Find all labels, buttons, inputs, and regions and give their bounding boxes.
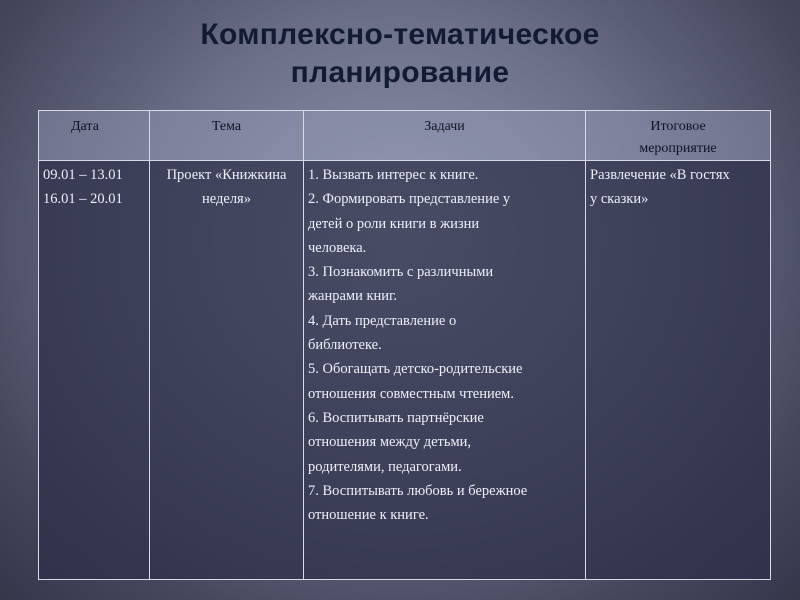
task-line: библиотеке.	[308, 337, 382, 354]
task-line: человека.	[308, 239, 367, 256]
planning-table	[38, 110, 771, 580]
cell-final-event	[586, 161, 771, 580]
topic-line: неделя»	[202, 191, 251, 208]
task-line: родителями, педагогами.	[308, 458, 462, 475]
task-line: 2. Формировать представление у	[308, 191, 511, 208]
task-line: детей о роли книги в жизни	[308, 215, 480, 232]
date-line: 16.01 – 20.01	[43, 191, 123, 208]
task-line: 7. Воспитывать любовь и бережное	[308, 482, 528, 499]
task-line: 6. Воспитывать партнёрские	[308, 409, 484, 426]
task-line: 4. Дать представление о	[308, 312, 457, 329]
header-topic: Тема	[150, 111, 304, 161]
cell-tasks	[304, 161, 586, 580]
header-tasks: Задачи	[304, 111, 586, 161]
task-line: отношение к книге.	[308, 507, 429, 524]
header-final-line-1: Итоговое	[650, 119, 706, 134]
task-line: отношения совместным чтением.	[308, 385, 514, 402]
header-final-line-2: мероприятие	[639, 141, 717, 156]
task-line: 1. Вызвать интерес к книге.	[308, 167, 479, 183]
cell-date	[39, 161, 150, 580]
task-line: 3. Познакомить с различными	[308, 264, 494, 281]
final-event-line: у сказки»	[590, 191, 649, 208]
slide-title-line-1: Комплексно-тематическое	[200, 18, 600, 51]
task-line: 5. Обогащать детско-родительские	[308, 361, 523, 378]
final-event-line: Развлечение «В гостях	[590, 167, 730, 183]
date-line: 09.01 – 13.01	[43, 167, 123, 183]
header-date: Дата	[39, 111, 150, 161]
topic-line: Проект «Книжкина	[166, 167, 287, 183]
header-final-event	[586, 111, 771, 161]
cell-topic	[150, 161, 304, 580]
task-line: отношения между детьми,	[308, 434, 472, 451]
table-header-row	[39, 111, 771, 161]
table-row	[39, 161, 771, 580]
slide-title-line-2: планирование	[290, 56, 510, 89]
task-line: жанрами книг.	[308, 288, 397, 305]
slide-title	[0, 16, 800, 92]
